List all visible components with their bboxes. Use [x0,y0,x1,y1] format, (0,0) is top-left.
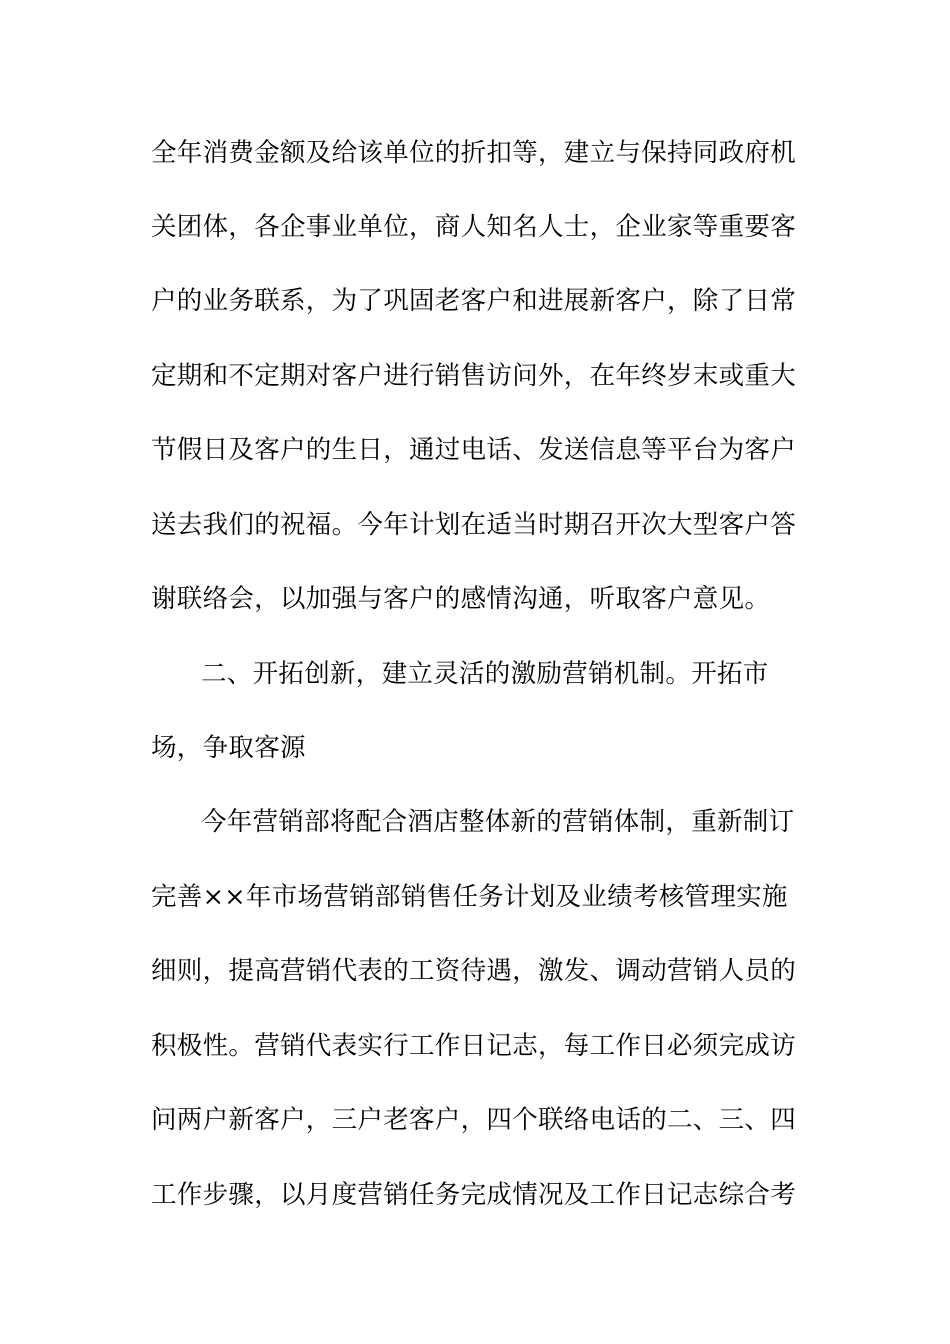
text-line: 全年消费金额及给该单位的折扣等，建立与保持同政府机 [151,138,797,168]
text-line: 谢联络会，以加强与客户的感情沟通，听取客户意见。 [151,584,771,614]
text-line: 问两户新客户，三户老客户，四个联络电话的二、三、四 [151,1105,797,1135]
text-line: 送去我们的祝福。今年计划在适当时期召开次大型客户答 [151,510,797,540]
text-line: 积极性。营销代表实行工作日记志，每工作日必须完成访 [151,1031,797,1061]
text-line: 定期和不定期对客户进行销售访问外，在年终岁末或重大 [151,361,797,391]
section-heading-line: 二、开拓创新，建立灵活的激励营销机制。开拓市 [201,659,769,689]
text-line: 细则，提高营销代表的工资待遇，激发、调动营销人员的 [151,956,797,986]
text-line: 关团体，各企事业单位，商人知名人士，企业家等重要客 [151,212,797,242]
text-line: 户的业务联系，为了巩固老客户和进展新客户，除了日常 [151,286,797,316]
section-heading-line: 场，争取客源 [151,733,306,763]
text-line: 工作步骤，以月度营销任务完成情况及工作日记志综合考 [151,1180,797,1210]
text-line: 今年营销部将配合酒店整体新的营销体制，重新制订 [201,807,795,837]
text-line: 完善××年市场营销部销售任务计划及业绩考核管理实施 [151,882,788,912]
text-line: 节假日及客户的生日，通过电话、发送信息等平台为客户 [151,435,797,465]
